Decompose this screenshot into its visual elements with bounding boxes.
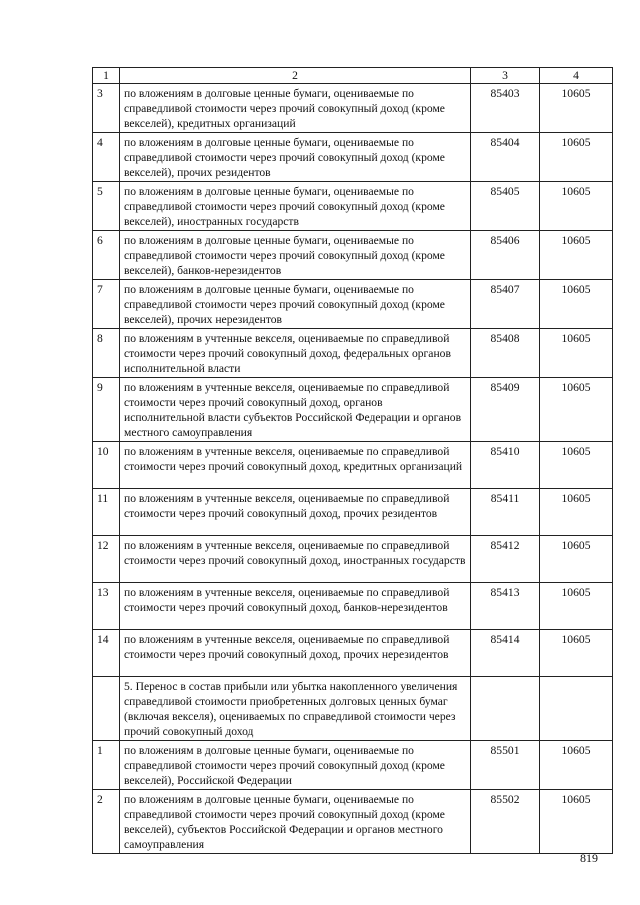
row-number-cell: 12 <box>93 536 120 583</box>
row-number-cell: 11 <box>93 489 120 536</box>
row-account-cell: 10605 <box>540 741 613 790</box>
row-number-cell: 1 <box>93 741 120 790</box>
row-code-cell: 85406 <box>471 231 540 280</box>
row-account-cell: 10605 <box>540 84 613 133</box>
row-code-cell: 85407 <box>471 280 540 329</box>
row-number-cell: 2 <box>93 790 120 854</box>
row-number-cell: 7 <box>93 280 120 329</box>
row-number-cell <box>93 677 120 741</box>
row-code-cell: 85413 <box>471 583 540 630</box>
table-row <box>93 231 613 280</box>
row-number-cell: 9 <box>93 378 120 442</box>
table-row <box>93 583 613 630</box>
table-row <box>93 442 613 489</box>
table-row <box>93 329 613 378</box>
table-row <box>93 280 613 329</box>
row-number-cell: 10 <box>93 442 120 489</box>
row-description-cell: 5. Перенос в состав прибыли или убытка накопленного увеличения справедливой стоимости приобретенных долговых ценных бумаг (включая векселя), оцениваемых по справедливой стоимости через прочий совокупный доход <box>120 677 471 741</box>
row-description-cell: по вложениям в учтенные векселя, оцениваемые по справедливой стоимости через прочий совокупный доход, кредитных организаций <box>120 442 471 489</box>
row-code-cell: 85404 <box>471 133 540 182</box>
row-code-cell: 85502 <box>471 790 540 854</box>
row-account-cell: 10605 <box>540 790 613 854</box>
row-code-cell: 85411 <box>471 489 540 536</box>
table-row <box>93 741 613 790</box>
row-description-cell: по вложениям в долговые ценные бумаги, оцениваемые по справедливой стоимости через прочий совокупный доход (кроме векселей), Российской Федерации <box>120 741 471 790</box>
row-code-cell: 85412 <box>471 536 540 583</box>
row-number-cell: 5 <box>93 182 120 231</box>
row-number-cell: 8 <box>93 329 120 378</box>
table-row <box>93 677 613 741</box>
row-account-cell: 10605 <box>540 583 613 630</box>
row-code-cell: 85403 <box>471 84 540 133</box>
row-account-cell: 10605 <box>540 329 613 378</box>
header-cell-2: 2 <box>120 68 471 84</box>
header-cell-1: 1 <box>93 68 120 84</box>
row-description-cell: по вложениям в долговые ценные бумаги, оцениваемые по справедливой стоимости через прочий совокупный доход (кроме векселей), прочих резидентов <box>120 133 471 182</box>
row-account-cell: 10605 <box>540 489 613 536</box>
row-account-cell: 10605 <box>540 630 613 677</box>
table-row <box>93 489 613 536</box>
table-row <box>93 84 613 133</box>
row-code-cell: 85410 <box>471 442 540 489</box>
row-code-cell <box>471 677 540 741</box>
row-code-cell: 85405 <box>471 182 540 231</box>
row-number-cell: 3 <box>93 84 120 133</box>
row-description-cell: по вложениям в долговые ценные бумаги, оцениваемые по справедливой стоимости через прочий совокупный доход (кроме векселей), прочих нерезидентов <box>120 280 471 329</box>
row-account-cell: 10605 <box>540 231 613 280</box>
table-row <box>93 182 613 231</box>
row-description-cell: по вложениям в учтенные векселя, оцениваемые по справедливой стоимости через прочий совокупный доход, иностранных государств <box>120 536 471 583</box>
row-code-cell: 85408 <box>471 329 540 378</box>
row-description-cell: по вложениям в долговые ценные бумаги, оцениваемые по справедливой стоимости через прочий совокупный доход (кроме векселей), кредитных организаций <box>120 84 471 133</box>
table-row <box>93 536 613 583</box>
row-description-cell: по вложениям в учтенные векселя, оцениваемые по справедливой стоимости через прочий совокупный доход, банков-нерезидентов <box>120 583 471 630</box>
row-number-cell: 4 <box>93 133 120 182</box>
row-description-cell: по вложениям в долговые ценные бумаги, оцениваемые по справедливой стоимости через прочий совокупный доход (кроме векселей), банков-нерезидентов <box>120 231 471 280</box>
row-description-cell: по вложениям в учтенные векселя, оцениваемые по справедливой стоимости через прочий совокупный доход, федеральных органов исполнительной власти <box>120 329 471 378</box>
row-account-cell <box>540 677 613 741</box>
header-cell-3: 3 <box>471 68 540 84</box>
row-code-cell: 85501 <box>471 741 540 790</box>
row-description-cell: по вложениям в учтенные векселя, оцениваемые по справедливой стоимости через прочий совокупный доход, прочих резидентов <box>120 489 471 536</box>
accounts-table <box>92 67 613 854</box>
row-description-cell: по вложениям в долговые ценные бумаги, оцениваемые по справедливой стоимости через прочий совокупный доход (кроме векселей), субъектов Российской Федерации и органов местного самоуправления <box>120 790 471 854</box>
row-description-cell: по вложениям в учтенные векселя, оцениваемые по справедливой стоимости через прочий совокупный доход, органов исполнительной власти субъектов Российской Федерации и органов местного самоуправления <box>120 378 471 442</box>
row-number-cell: 13 <box>93 583 120 630</box>
row-account-cell: 10605 <box>540 280 613 329</box>
page-number: 819 <box>580 851 598 865</box>
row-code-cell: 85409 <box>471 378 540 442</box>
row-account-cell: 10605 <box>540 182 613 231</box>
row-number-cell: 14 <box>93 630 120 677</box>
row-account-cell: 10605 <box>540 133 613 182</box>
row-code-cell: 85414 <box>471 630 540 677</box>
row-description-cell: по вложениям в учтенные векселя, оцениваемые по справедливой стоимости через прочий совокупный доход, прочих нерезидентов <box>120 630 471 677</box>
table-row <box>93 378 613 442</box>
table-row <box>93 790 613 854</box>
row-number-cell: 6 <box>93 231 120 280</box>
table-row <box>93 630 613 677</box>
row-description-cell: по вложениям в долговые ценные бумаги, оцениваемые по справедливой стоимости через прочий совокупный доход (кроме векселей), иностранных государств <box>120 182 471 231</box>
table-header-row <box>93 68 613 84</box>
row-account-cell: 10605 <box>540 378 613 442</box>
table-row <box>93 133 613 182</box>
header-cell-4: 4 <box>540 68 613 84</box>
row-account-cell: 10605 <box>540 442 613 489</box>
row-account-cell: 10605 <box>540 536 613 583</box>
